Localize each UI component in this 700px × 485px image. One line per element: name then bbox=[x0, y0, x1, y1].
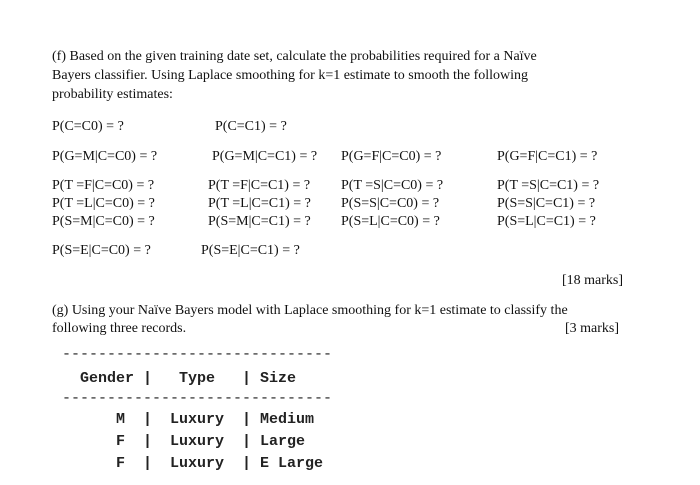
prob-tf-c1: P(T =F|C=C1) = ? bbox=[208, 178, 311, 193]
prob-se-c0: P(S=E|C=C0) = ? bbox=[52, 243, 151, 258]
prob-gf-c1: P(G=F|C=C1) = ? bbox=[497, 149, 598, 164]
prob-ss-c0: P(S=S|C=C0) = ? bbox=[341, 196, 440, 211]
table-row: M | Luxury | Medium bbox=[62, 411, 315, 428]
prob-sm-c1: P(S=M|C=C1) = ? bbox=[208, 214, 311, 229]
prob-sl-c0: P(S=L|C=C0) = ? bbox=[341, 214, 440, 229]
prob-ss-c1: P(S=S|C=C1) = ? bbox=[497, 196, 596, 211]
prob-se-c1: P(S=E|C=C1) = ? bbox=[201, 243, 300, 258]
prob-gm-c0: P(G=M|C=C0) = ? bbox=[52, 149, 158, 164]
prob-c1: P(C=C1) = ? bbox=[215, 119, 287, 134]
prob-tf-c0: P(T =F|C=C0) = ? bbox=[52, 178, 155, 193]
prob-tl-c1: P(T =L|C=C1) = ? bbox=[208, 196, 311, 211]
table-rule-bottom: ------------------------------ bbox=[62, 390, 333, 407]
part-f-line-2: Bayers classifier. Using Laplace smoothing for k=1 estimate to smooth the following bbox=[52, 68, 529, 83]
prob-sm-c0: P(S=M|C=C0) = ? bbox=[52, 214, 155, 229]
part-g-line-2: following three records. bbox=[52, 321, 187, 336]
table-row: F | Luxury | Large bbox=[62, 433, 306, 450]
part-f-marks: [18 marks] bbox=[562, 273, 624, 288]
prob-ts-c0: P(T =S|C=C0) = ? bbox=[341, 178, 444, 193]
part-f-line-3: probability estimates: bbox=[52, 87, 173, 102]
table-row: F | Luxury | E Large bbox=[62, 455, 324, 472]
part-g-marks: [3 marks] bbox=[565, 321, 620, 336]
prob-tl-c0: P(T =L|C=C0) = ? bbox=[52, 196, 155, 211]
prob-c0: P(C=C0) = ? bbox=[52, 119, 124, 134]
table-rule-top: ------------------------------ bbox=[62, 346, 333, 363]
prob-gf-c0: P(G=F|C=C0) = ? bbox=[341, 149, 442, 164]
prob-sl-c1: P(S=L|C=C1) = ? bbox=[497, 214, 596, 229]
part-g-line-1: (g) Using your Naïve Bayers model with Laplace smoothing for k=1 estimate to classify the bbox=[52, 303, 568, 318]
prob-gm-c1: P(G=M|C=C1) = ? bbox=[212, 149, 318, 164]
prob-ts-c1: P(T =S|C=C1) = ? bbox=[497, 178, 600, 193]
part-f-line-1: (f) Based on the given training date set, calculate the probabilities required for a Naïve bbox=[52, 49, 537, 64]
table-header: Gender | Type | Size bbox=[62, 370, 297, 387]
